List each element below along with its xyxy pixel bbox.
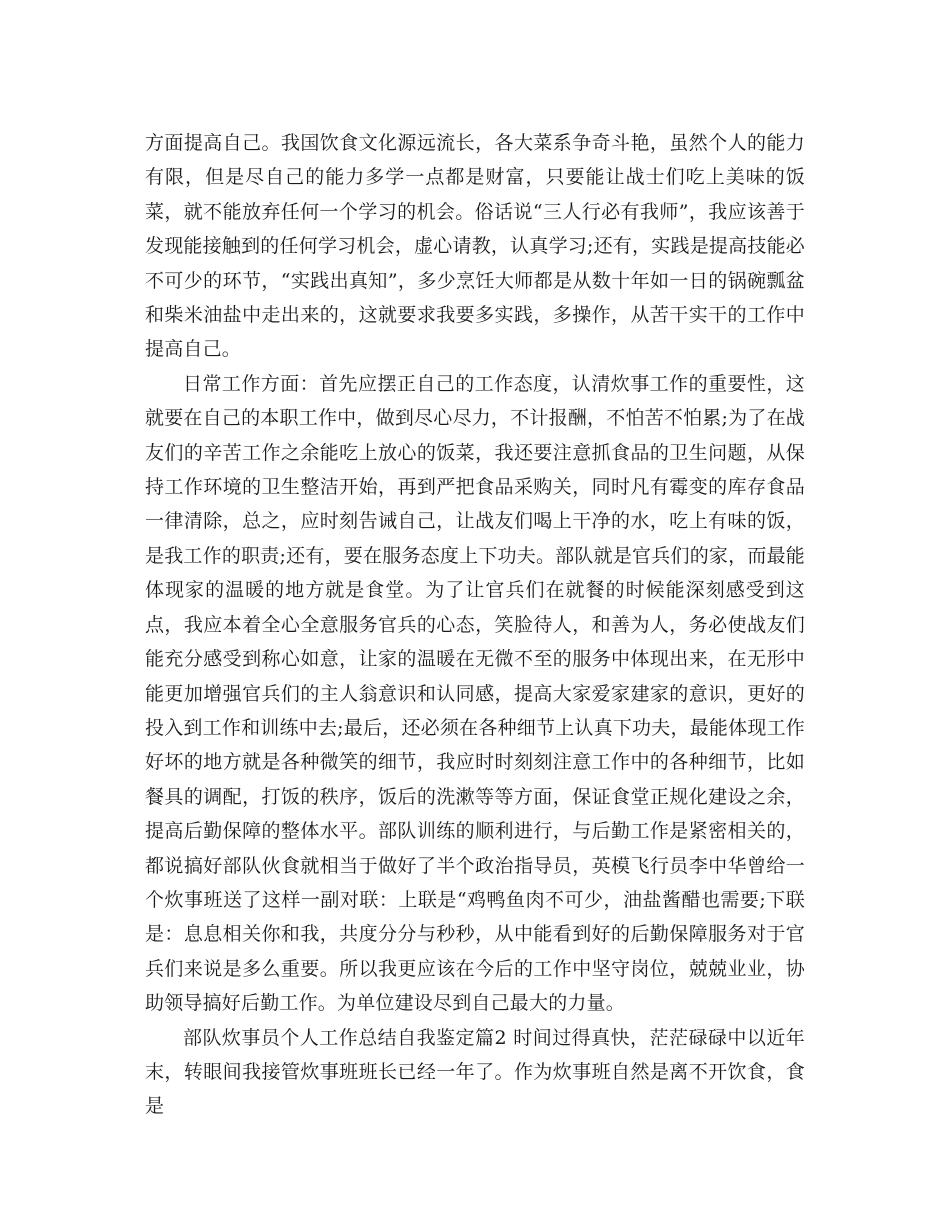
paragraph-3 (145, 1021, 805, 1124)
paragraph-3-text: 时间过得真快，茫茫碌碌中以近年末，转眼间我接管炊事班班长已经一年了。作为炊事班自然是离不开饮食，食是 (145, 1026, 805, 1118)
paragraph-1: 方面提高自己。我国饮食文化源远流长，各大菜系争奇斗艳，虽然个人的能力有限，但是尽自己的能力多学一点都是财富，只要能让战士们吃上美味的饭菜，就不能放弃任何一个学习的机会。俗话说“三人行必有我师”，我应该善于发现能接触到的任何学习机会，虚心请教，认真学习;还有，实践是提高技能必不可少的环节，“实践出真知”，多少烹饪大师都是从数十年如一日的锅碗瓢盆和柴米油盐中走出来的，这就要求我要多实践，多操作，从苦干实干的工作中提高自己。 (145, 132, 805, 361)
paragraph-2: 日常工作方面：首先应摆正自己的工作态度，认清炊事工作的重要性，这就要在自己的本职工作中，做到尽心尽力，不计报酬，不怕苦不怕累;为了在战友们的辛苦工作之余能吃上放心的饭菜，我还要注意抓食品的卫生问题，从保持工作环境的卫生整洁开始，再到严把食品采购关，同时凡有霉变的库存食品一律清除，总之，应时刻告诫自己，让战友们喝上干净的水，吃上有味的饭，是我工作的职责;还有，要在服务态度上下功夫。部队就是官兵们的家，而最能体现家的温暖的地方就是食堂。为了让官兵们在就餐的时候能深刻感受到这点，我应本着全心全意服务官兵的心态，笑脸待人，和善为人，务必使战友们能充分感受到称心如意，让家的温暖在无微不至的服务中体现出来，在无形中能更加增强官兵们的主人翁意识和认同感，提高大家爱家建家的意识，更好的投入到工作和训练中去;最后，还必须在各种细节上认真下功夫，最能体现工作好坏的地方就是各种微笑的细节，我应时时刻刻注意工作中的各种细节，比如餐具的调配，打饭的秩序，饭后的洗漱等等方面，保证食堂正规化建设之余，提高后勤保障的整体水平。部队训练的顺利进行，与后勤工作是紧密相关的，都说搞好部队伙食就相当于做好了半个政治指导员，英模飞行员李中华曾给一个炊事班送了这样一副对联：上联是“鸡鸭鱼肉不可少，油盐酱醋也需要;下联是：息息相关你和我，共度分分与秒秒，从中能看到好的后勤保障服务对于官兵们来说是多么重要。所以我更应该在今后的工作中坚守岗位，兢兢业业，协助领导搞好后勤工作。为单位建设尽到自己最大的力量。 (145, 372, 805, 1015)
section-heading: 部队炊事员个人工作总结自我鉴定篇2 (183, 1026, 507, 1049)
document-page (145, 126, 805, 1124)
